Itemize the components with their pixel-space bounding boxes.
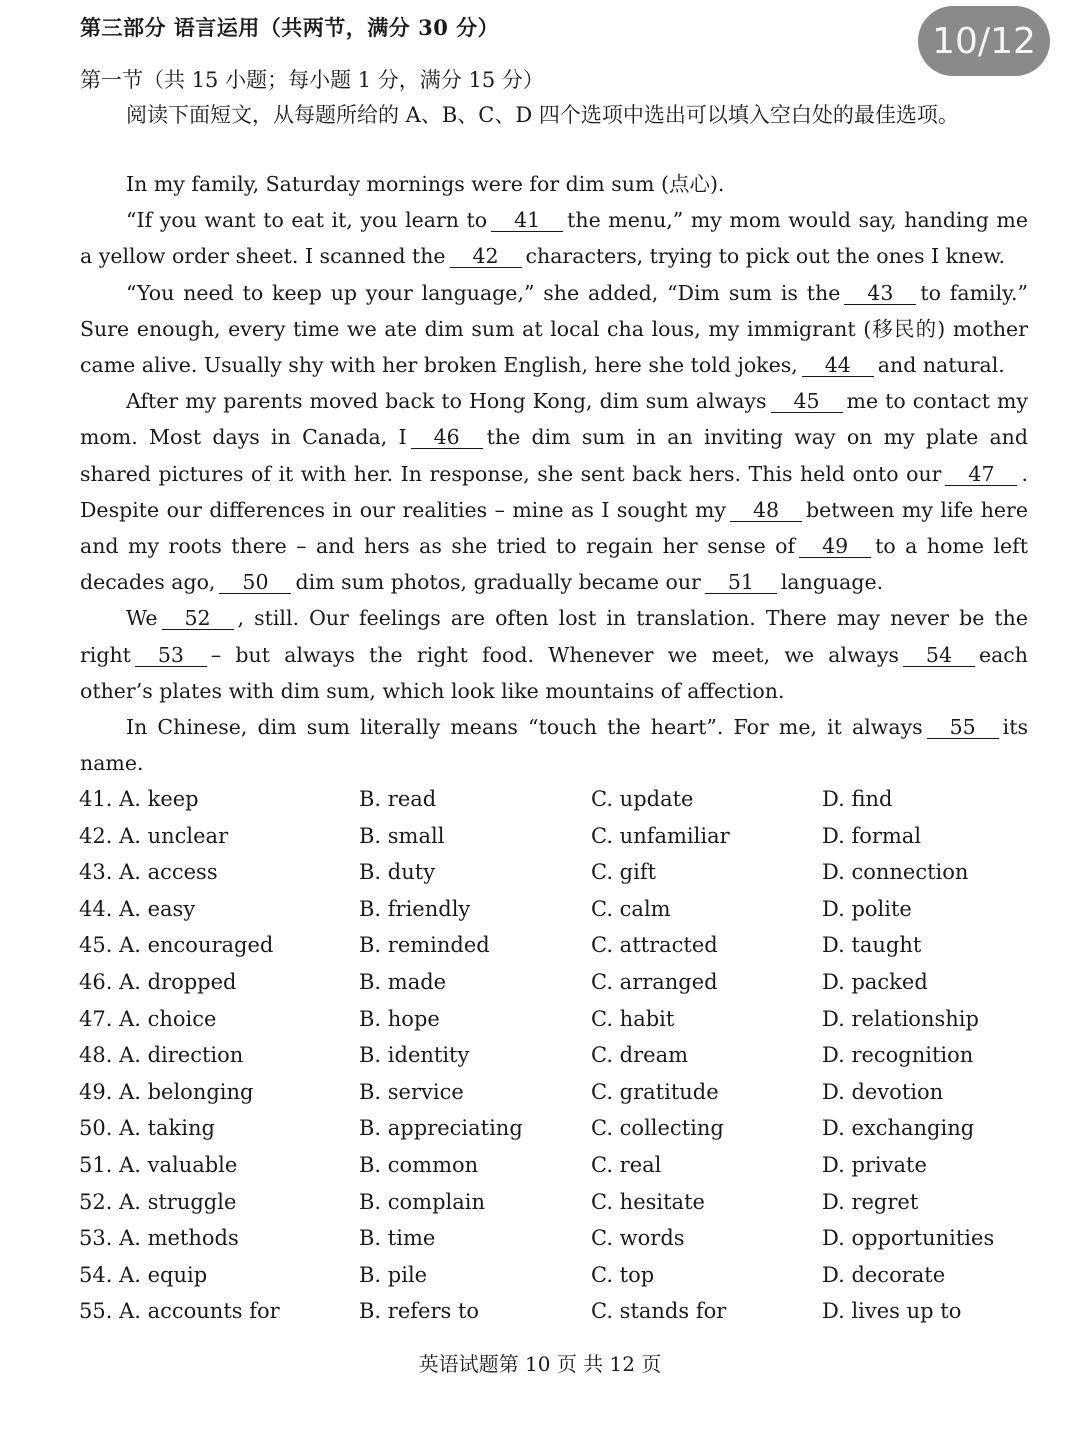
option-d: D. find bbox=[822, 787, 893, 811]
passage-text: “If you want to eat it, you learn to bbox=[126, 208, 488, 233]
option-a: 49. A. belonging bbox=[79, 1079, 254, 1104]
option-a: 54. A. equip bbox=[79, 1262, 208, 1287]
passage-text: dim sum photos, gradually became our bbox=[295, 570, 701, 595]
option-c: C. real bbox=[591, 1152, 662, 1177]
option-d: D. relationship bbox=[822, 1006, 979, 1031]
option-row bbox=[79, 818, 1039, 855]
option-d: D. recognition bbox=[822, 1043, 974, 1068]
passage-text: After my parents moved back to Hong Kong, dim sum always bbox=[126, 389, 767, 414]
blank-41: 41 bbox=[491, 210, 563, 232]
blank-46: 46 bbox=[411, 427, 483, 449]
blank-52: 52 bbox=[162, 608, 234, 630]
page-footer: 英语试题第 10 页 共 12 页 bbox=[418, 1352, 662, 1376]
blank-43: 43 bbox=[844, 283, 916, 305]
blank-49: 49 bbox=[799, 536, 871, 558]
blank-54: 54 bbox=[903, 645, 975, 667]
option-row bbox=[79, 781, 1039, 818]
option-a: 42. A. unclear bbox=[79, 823, 229, 848]
passage-text: to a home left decades ago, bbox=[80, 534, 1028, 595]
options-table bbox=[79, 781, 1039, 1330]
option-c: C. dream bbox=[591, 1043, 689, 1068]
passage-text: the dim sum in an inviting way on my plate and shared pictures of it with her. In response, she sent back hers. This held onto our bbox=[80, 425, 1029, 486]
passage-paragraph bbox=[80, 709, 1028, 781]
option-b: B. identity bbox=[359, 1043, 470, 1068]
instruction-text: 阅读下面短文，从每题所给的 A、B、C、D 四个选项中选出可以填入空白处的最佳选项。 bbox=[126, 103, 959, 127]
option-d: D. lives up to bbox=[822, 1299, 962, 1324]
passage-text: In my family, Saturday mornings were for dim sum (点心). bbox=[126, 172, 725, 196]
option-b: B. small bbox=[359, 823, 445, 848]
option-row bbox=[79, 927, 1039, 964]
option-b: B. duty bbox=[359, 860, 436, 885]
passage-text: language. bbox=[780, 570, 884, 595]
passage-text: characters, trying to pick out the ones I knew. bbox=[525, 244, 1005, 269]
passage-paragraph bbox=[80, 275, 1028, 384]
option-row bbox=[79, 1147, 1039, 1184]
option-b: B. friendly bbox=[359, 896, 471, 921]
option-row bbox=[79, 1293, 1039, 1330]
option-d: D. decorate bbox=[822, 1262, 946, 1287]
blank-42: 42 bbox=[450, 246, 522, 268]
option-c: C. habit bbox=[591, 1006, 675, 1031]
option-a: 41. A. keep bbox=[79, 787, 199, 811]
option-c: C. words bbox=[591, 1226, 685, 1251]
option-b: B. common bbox=[359, 1152, 479, 1177]
reading-passage bbox=[80, 166, 1028, 781]
option-c: C. gift bbox=[591, 860, 657, 885]
subsection-title: 第一节（共 15 小题；每小题 1 分，满分 15 分） bbox=[80, 68, 544, 92]
passage-paragraph bbox=[80, 166, 1028, 202]
option-a: 46. A. dropped bbox=[79, 969, 237, 994]
option-b: B. hope bbox=[359, 1006, 440, 1031]
option-row bbox=[79, 1220, 1039, 1257]
option-row bbox=[79, 1110, 1039, 1147]
option-row bbox=[79, 1257, 1039, 1294]
page-indicator-badge: 10/12 bbox=[918, 6, 1050, 76]
option-c: C. unfamiliar bbox=[591, 823, 730, 848]
passage-text: In Chinese, dim sum literally means “touch the heart”. For me, it always bbox=[126, 715, 923, 740]
option-row bbox=[79, 1074, 1039, 1111]
option-d: D. connection bbox=[822, 860, 969, 885]
option-c: C. stands for bbox=[591, 1299, 727, 1324]
option-d: D. exchanging bbox=[822, 1116, 975, 1141]
option-row bbox=[79, 1037, 1039, 1074]
option-c: C. gratitude bbox=[591, 1079, 719, 1104]
option-d: D. devotion bbox=[822, 1079, 944, 1104]
option-row bbox=[79, 1001, 1039, 1038]
option-a: 44. A. easy bbox=[79, 896, 196, 921]
passage-text: me to contact my mom. Most days in Canada, I bbox=[80, 389, 1028, 450]
option-b: B. reminded bbox=[359, 933, 490, 958]
option-a: 47. A. choice bbox=[79, 1006, 217, 1031]
option-d: D. taught bbox=[822, 933, 922, 958]
option-d: D. opportunities bbox=[822, 1226, 995, 1251]
option-c: C. collecting bbox=[591, 1116, 724, 1141]
option-b: B. pile bbox=[359, 1262, 428, 1287]
option-row bbox=[79, 964, 1039, 1001]
option-a: 53. A. methods bbox=[79, 1226, 239, 1251]
passage-text: “You need to keep up your language,” she added, “Dim sum is the bbox=[126, 280, 841, 305]
option-d: D. polite bbox=[822, 896, 912, 921]
option-b: B. time bbox=[359, 1226, 436, 1251]
passage-text: to family.” Sure enough, every time we ate dim sum at local cha lous, my immigrant (移民的) mother came alive. Usually shy with her broken English, here she told jokes, bbox=[80, 280, 1028, 378]
option-b: B. refers to bbox=[359, 1299, 480, 1324]
passage-text: and natural. bbox=[877, 353, 1005, 378]
passage-paragraph bbox=[80, 383, 1028, 600]
blank-45: 45 bbox=[771, 391, 843, 413]
option-a: 50. A. taking bbox=[79, 1116, 215, 1141]
blank-55: 55 bbox=[927, 717, 999, 739]
passage-text: its name. bbox=[80, 715, 1028, 776]
option-c: C. arranged bbox=[591, 969, 718, 994]
blank-53: 53 bbox=[135, 645, 207, 667]
passage-paragraph bbox=[80, 202, 1028, 274]
passage-text: between my life here and my roots there – and hers as she tried to regain her sense of bbox=[80, 497, 1028, 559]
option-a: 52. A. struggle bbox=[79, 1189, 237, 1214]
blank-51: 51 bbox=[705, 572, 777, 594]
blank-50: 50 bbox=[219, 572, 291, 594]
passage-text: . Despite our differences in our realities – mine as I sought my bbox=[80, 461, 1028, 522]
option-b: B. made bbox=[359, 969, 447, 994]
option-d: D. private bbox=[822, 1152, 927, 1177]
option-c: C. top bbox=[591, 1262, 655, 1287]
option-a: 45. A. encouraged bbox=[79, 933, 274, 958]
option-a: 48. A. direction bbox=[79, 1043, 244, 1068]
passage-text: – but always the right food. Whenever we meet, we always bbox=[210, 642, 899, 667]
section-title: 第三部分 语言运用（共两节，满分 30 分） bbox=[80, 15, 500, 40]
option-a: 51. A. valuable bbox=[79, 1152, 238, 1177]
option-b: B. service bbox=[359, 1079, 464, 1104]
option-a: 55. A. accounts for bbox=[79, 1299, 280, 1324]
option-b: B. read bbox=[359, 787, 437, 811]
passage-text: We bbox=[126, 606, 158, 631]
passage-text: , still. Our feelings are often lost in translation. There may never be the right bbox=[80, 606, 1028, 667]
option-c: C. hesitate bbox=[591, 1189, 705, 1214]
option-c: C. update bbox=[591, 787, 694, 811]
blank-44: 44 bbox=[802, 355, 874, 377]
option-b: B. complain bbox=[359, 1189, 486, 1214]
passage-text: each other’s plates with dim sum, which look like mountains of affection. bbox=[80, 642, 1028, 703]
passage-paragraph bbox=[80, 600, 1028, 709]
option-a: 43. A. access bbox=[79, 860, 218, 885]
option-row bbox=[79, 854, 1039, 891]
passage-text: the menu,” my mom would say, handing me a yellow order sheet. I scanned the bbox=[80, 208, 1029, 269]
option-c: C. calm bbox=[591, 896, 671, 921]
option-c: C. attracted bbox=[591, 933, 718, 958]
option-b: B. appreciating bbox=[359, 1116, 523, 1141]
option-d: D. packed bbox=[822, 969, 928, 994]
option-row bbox=[79, 1184, 1039, 1221]
option-d: D. formal bbox=[822, 823, 922, 848]
option-d: D. regret bbox=[822, 1189, 919, 1214]
blank-48: 48 bbox=[730, 500, 802, 522]
option-row bbox=[79, 891, 1039, 928]
blank-47: 47 bbox=[945, 464, 1017, 486]
